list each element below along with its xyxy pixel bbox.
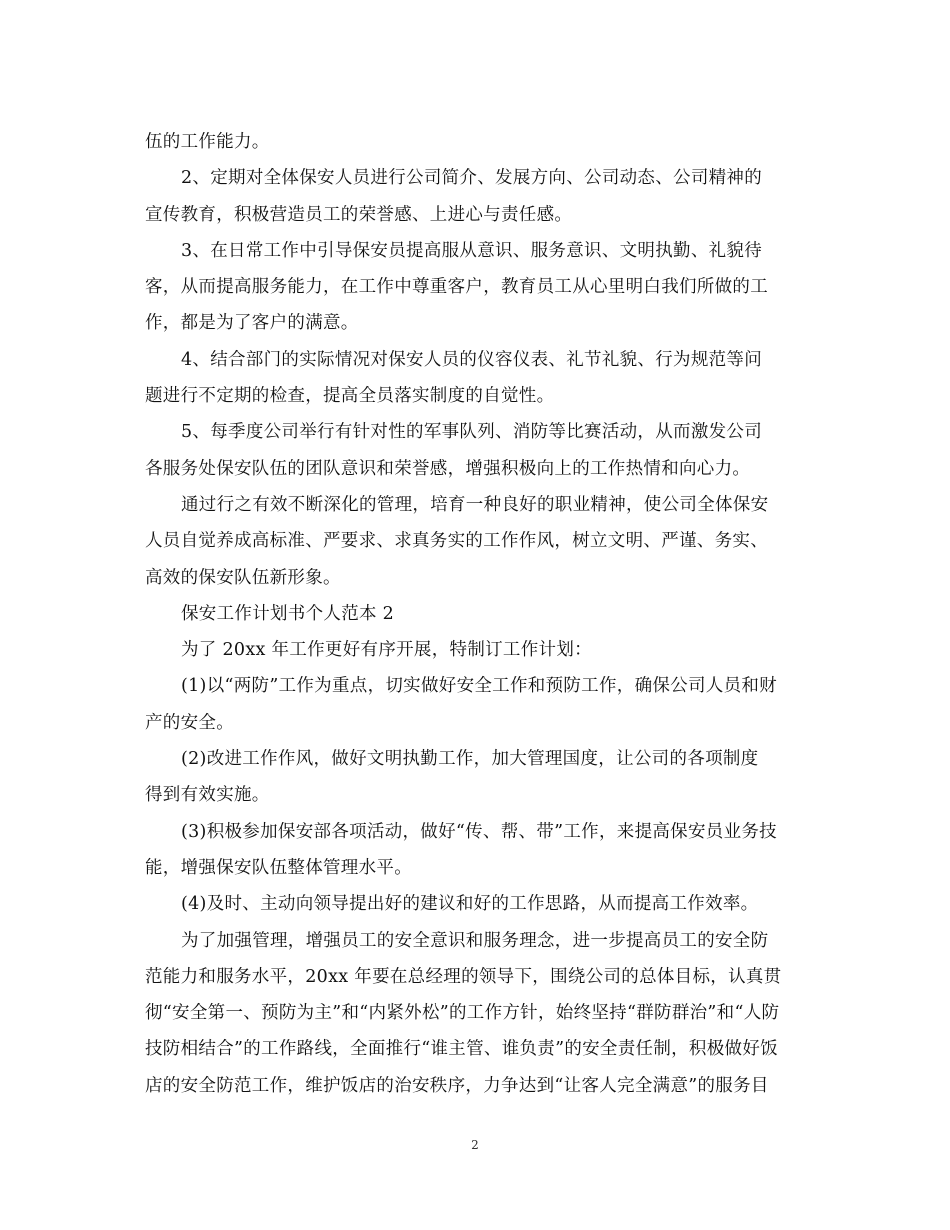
text-line: 保安工作计划书个人范本 2 bbox=[181, 603, 395, 624]
text-line: 范能力和服务水平，20xx 年要在总经理的领导下，围绕公司的总体目标，认真贯 bbox=[145, 966, 782, 987]
text-line: 伍的工作能力。 bbox=[145, 132, 270, 152]
text-line: 作，都是为了客户的满意。 bbox=[145, 313, 359, 334]
text-line: 技防相结合”的工作路线，全面推行“谁主管、谁负责”的安全责任制，积极做好饭 bbox=[145, 1039, 778, 1060]
text-line: 3、在日常工作中引导保安员提高服从意识、服务意识、文明执勤、礼貌待 bbox=[181, 240, 763, 261]
text-line: 客，从而提高服务能力，在工作中尊重客户，教育员工从心里明白我们所做的工 bbox=[145, 277, 768, 298]
text-line: 宣传教育，积极营造员工的荣誉感、上进心与责任感。 bbox=[145, 204, 573, 225]
text-line: 4、结合部门的实际情况对保安人员的仪容仪表、礼节礼貌、行为规范等问 bbox=[181, 349, 763, 370]
text-line: 通过行之有效不断深化的管理，培育一种良好的职业精神，使公司全体保安 bbox=[181, 494, 769, 515]
text-line: 5、每季度公司举行有针对性的军事队列、消防等比赛活动，从而激发公司 bbox=[181, 422, 763, 443]
text-line: (3)积极参加保安部各项活动，做好“传、帮、带”工作，来提高保安员业务技 bbox=[181, 821, 777, 842]
text-line: 彻“安全第一、预防为主”和“内紧外松”的工作方针，始终坚持“群防群治”和“人防 bbox=[145, 1003, 780, 1024]
body-text bbox=[145, 124, 810, 1104]
text-line: 题进行不定期的检查，提高全员落实制度的自觉性。 bbox=[145, 386, 555, 407]
text-line: 2、定期对全体保安人员进行公司简介、发展方向、公司动态、公司精神的 bbox=[181, 168, 763, 189]
text-line: (4)及时、主动向领导提出好的建议和好的工作思路，从而提高工作效率。 bbox=[181, 894, 759, 915]
text-line: 为了 20xx 年工作更好有序开展，特制订工作计划： bbox=[181, 640, 592, 661]
text-line: 人员自觉养成高标准、严要求、求真务实的工作作风，树立文明、严谨、务实、 bbox=[145, 531, 768, 552]
page-number: 2 bbox=[471, 1138, 479, 1152]
text-line: 为了加强管理，增强员工的安全意识和服务理念，进一步提高员工的安全防 bbox=[181, 930, 769, 951]
text-line: 得到有效实施。 bbox=[145, 785, 270, 806]
text-line: 店的安全防范工作，维护饭店的治安秩序，力争达到“让客人完全满意”的服务目 bbox=[145, 1075, 769, 1096]
text-line: (1)以“两防”工作为重点，切实做好安全工作和预防工作，确保公司人员和财 bbox=[181, 676, 777, 697]
text-line: 能，增强保安队伍整体管理水平。 bbox=[145, 857, 412, 878]
text-line: 各服务处保安队伍的团队意识和荣誉感，增强积极向上的工作热情和向心力。 bbox=[145, 458, 751, 479]
text-line: 高效的保安队伍新形象。 bbox=[145, 567, 341, 588]
text-line: 产的安全。 bbox=[145, 712, 234, 733]
text-line: (2)改进工作作风，做好文明执勤工作，加大管理国度，让公司的各项制度 bbox=[181, 749, 759, 770]
